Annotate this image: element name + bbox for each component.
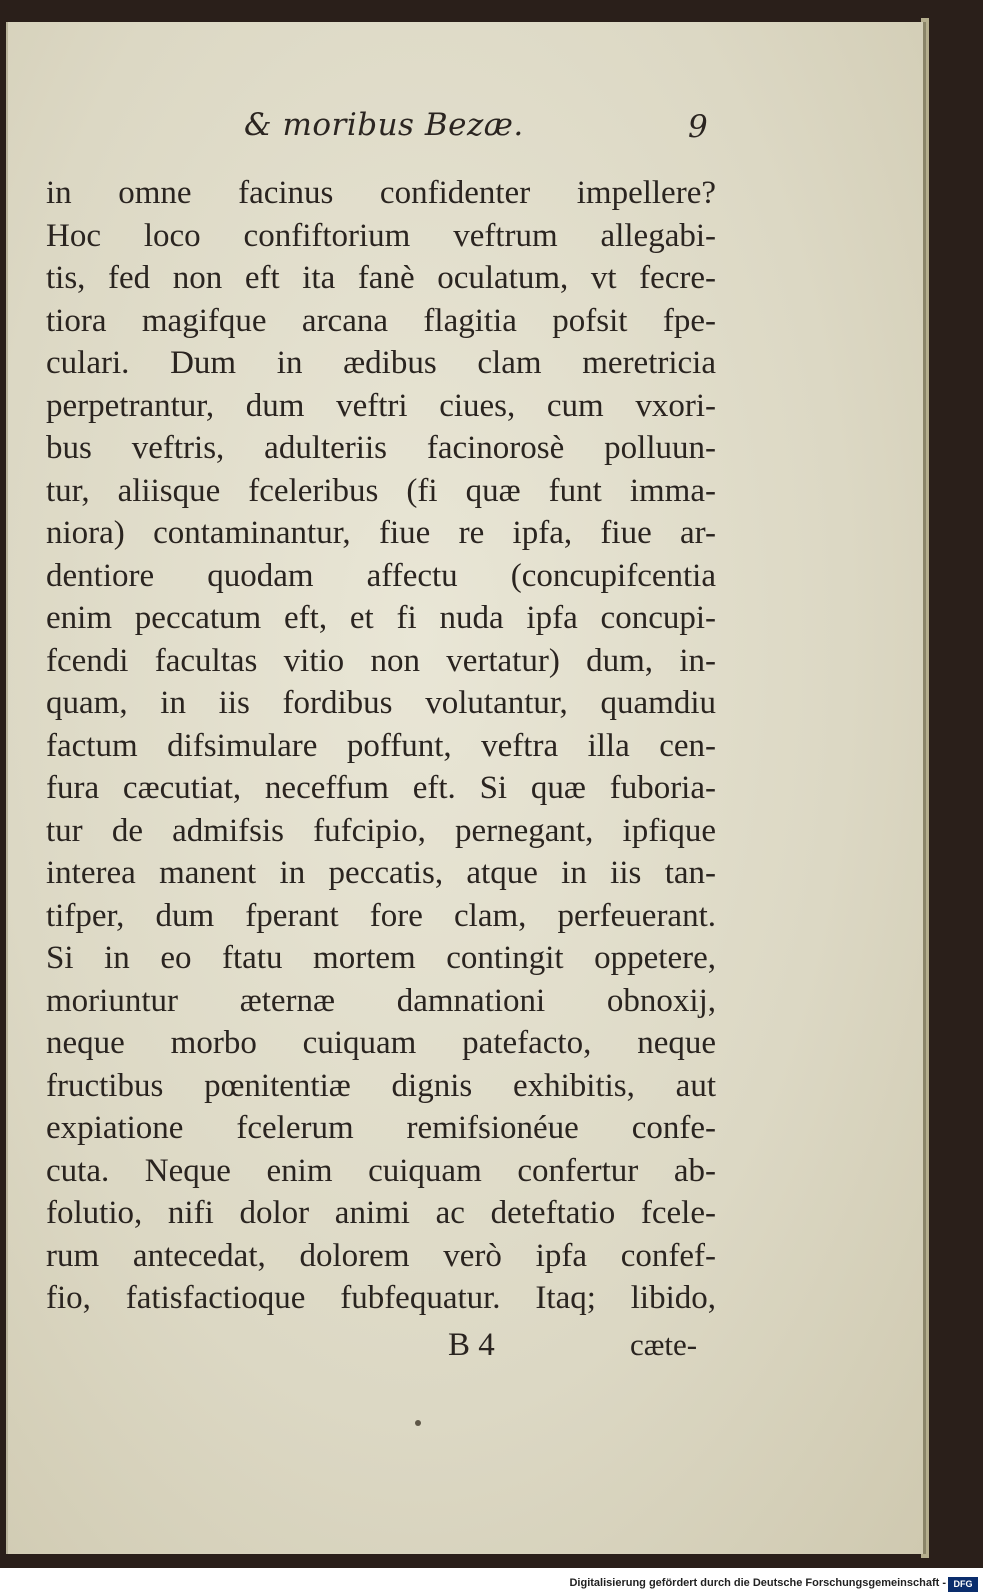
text-line: dentiore quodam affectu (concupifcentia xyxy=(46,557,716,594)
text-line: interea manent in peccatis, atque in iis tan- xyxy=(46,855,716,891)
catchword: cæte- xyxy=(630,1327,698,1362)
credit-text: Digitalisierung gefördert durch die Deutsche Forschungsgemeinschaft - xyxy=(569,1577,946,1589)
text-line: expiatione fcelerum remifsionéue confe- xyxy=(46,1110,716,1146)
text-line: culari. Dum in ædibus clam meretricia xyxy=(46,345,716,381)
text-line: perpetrantur, dum veftri ciues, cum vxori- xyxy=(46,387,716,424)
text-line: fura cæcutiat, neceffum eft. Si quæ fuboria- xyxy=(46,770,716,806)
text-line: quam, in iis fordibus volutantur, quamdiu xyxy=(46,685,716,721)
text-line: Hoc loco confiftorium veftrum allegabi- xyxy=(46,217,716,254)
text-line: tur de admifsis fufcipio, pernegant, ipfique xyxy=(46,812,716,849)
text-line: fructibus pœnitentiæ dignis exhibitis, aut xyxy=(46,1067,716,1104)
text-line: rum antecedat, dolorem verò ipfa confef- xyxy=(46,1237,716,1274)
page-header xyxy=(8,107,923,157)
page-number: 9 xyxy=(688,109,708,145)
text-line: tis, fed non eft ita fanè oculatum, vt fecre- xyxy=(46,260,716,296)
text-line: in omne facinus confidenter impellere? xyxy=(46,175,716,211)
text-line: tiora magifque arcana flagitia pofsit fpe- xyxy=(46,302,716,339)
text-line: neque morbo cuiquam patefacto, neque xyxy=(46,1025,716,1061)
text-line: fcendi facultas vitio non vertatur) dum, in- xyxy=(46,642,716,679)
text-line: Si in eo ftatu mortem contingit oppetere, xyxy=(46,940,716,976)
text-line: enim peccatum eft, et fi nuda ipfa concupi- xyxy=(46,600,716,636)
text-line: niora) contaminantur, fiue re ipfa, fiue ar- xyxy=(46,515,716,551)
body-text xyxy=(46,172,716,1320)
book-page xyxy=(6,22,926,1554)
text-line: tifper, dum fperant fore clam, perfeuerant. xyxy=(46,897,716,934)
credit-bar xyxy=(0,1574,1000,1595)
text-line: tur, aliisque fceleribus (fi quæ funt imma- xyxy=(46,472,716,509)
text-line: fio, fatisfactioque fubfequatur. Itaq; libido, xyxy=(46,1280,716,1316)
text-line: folutio, nifi dolor animi ac deteftatio fcele- xyxy=(46,1195,716,1231)
page-footer xyxy=(8,1327,923,1377)
signature-mark: B 4 xyxy=(448,1327,495,1363)
running-head: & moribus Bezæ. xyxy=(244,107,524,143)
ink-dot xyxy=(415,1420,421,1426)
text-line: moriuntur æternæ damnationi obnoxij, xyxy=(46,982,716,1019)
text-line: factum difsimulare poffunt, veftra illa cen- xyxy=(46,727,716,764)
text-line: bus veftris, adulteriis facinorosè polluun- xyxy=(46,430,716,466)
dfg-logo-icon: DFG xyxy=(948,1577,978,1592)
text-line: cuta. Neque enim cuiquam confertur ab- xyxy=(46,1152,716,1189)
